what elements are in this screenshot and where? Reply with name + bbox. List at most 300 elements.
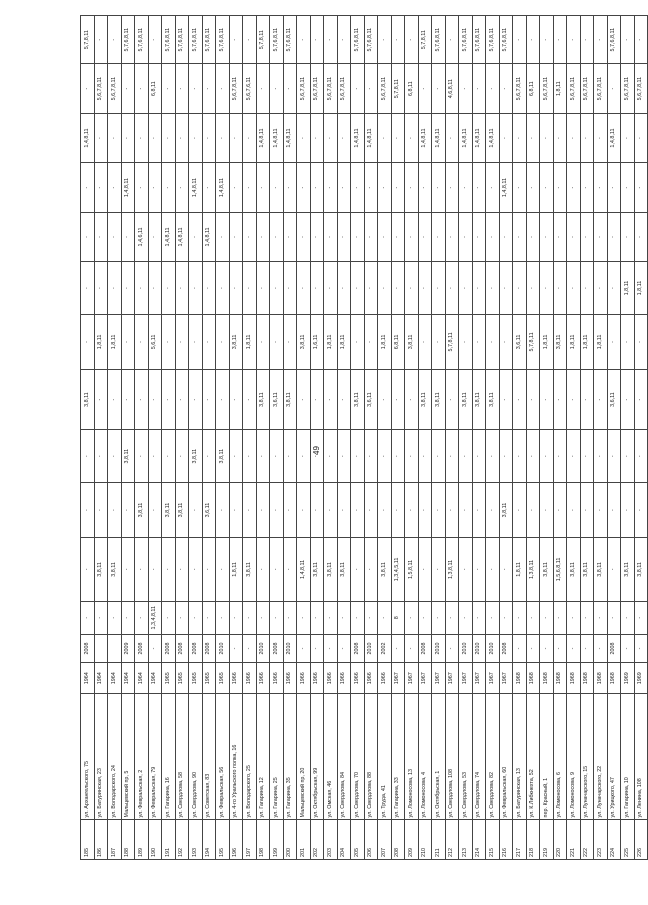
work-code-cell: - (472, 314, 486, 369)
work-code-cell: - (243, 601, 257, 634)
work-code-cell: 3,8,11 (499, 483, 513, 538)
work-code-cell: - (513, 483, 527, 538)
work-code-cell: - (270, 483, 284, 538)
work-code-cell: - (540, 163, 554, 212)
address-cell: ул. Свердлова, 70 (351, 694, 365, 820)
work-code-cell: - (607, 64, 621, 113)
row-number-cell: 220 (553, 820, 567, 860)
work-code-cell: - (459, 314, 473, 369)
repair-year-cell: - (297, 634, 311, 663)
work-code-cell: - (391, 16, 405, 64)
table-row (499, 16, 513, 860)
work-code-cell: - (94, 430, 108, 483)
repair-year-cell: - (513, 634, 527, 663)
row-number-cell: 188 (121, 820, 135, 860)
work-code-cell: - (243, 262, 257, 315)
work-code-cell: - (567, 369, 581, 429)
work-code-cell: - (351, 538, 365, 602)
repair-year-cell: 2002 (378, 634, 392, 663)
work-code-cell: - (108, 113, 122, 162)
work-code-cell: - (378, 212, 392, 261)
work-code-cell: - (202, 601, 216, 634)
table-row (364, 16, 378, 860)
work-code-cell: 3,8,11 (621, 538, 635, 602)
work-code-cell: - (202, 163, 216, 212)
work-code-cell: - (513, 16, 527, 64)
work-code-cell: 5,7,8,11 (418, 16, 432, 64)
work-code-cell: - (513, 369, 527, 429)
work-code-cell: - (580, 163, 594, 212)
work-code-cell: - (621, 430, 635, 483)
work-code-cell: - (526, 483, 540, 538)
work-code-cell: - (513, 262, 527, 315)
work-code-cell: - (499, 430, 513, 483)
work-code-cell: 5,6,7,8,11 (513, 64, 527, 113)
work-code-cell: 5,7,6,8,11 (459, 16, 473, 64)
work-code-cell: - (607, 538, 621, 602)
work-code-cell: - (553, 212, 567, 261)
work-code-cell: 5,6,7,8,11 (594, 64, 608, 113)
work-code-cell: - (621, 369, 635, 429)
work-code-cell: - (540, 483, 554, 538)
work-code-cell: 5,7,6,8,11 (499, 16, 513, 64)
work-code-cell: 1,8,11 (594, 314, 608, 369)
repair-year-cell: - (243, 634, 257, 663)
work-code-cell: - (580, 212, 594, 261)
work-code-cell: - (189, 538, 203, 602)
work-code-cell: - (175, 163, 189, 212)
work-code-cell: - (243, 113, 257, 162)
repair-year-cell: 2008 (418, 634, 432, 663)
work-code-cell: 1,4,8,11 (297, 538, 311, 602)
work-code-cell: - (486, 163, 500, 212)
row-number-cell: 221 (567, 820, 581, 860)
repair-year-cell: - (553, 634, 567, 663)
work-code-cell: - (607, 163, 621, 212)
work-code-cell: - (121, 64, 135, 113)
work-code-cell: - (229, 483, 243, 538)
work-code-cell: - (459, 601, 473, 634)
build-year-cell: 1968 (594, 663, 608, 694)
work-code-cell: - (526, 601, 540, 634)
work-code-cell: - (324, 16, 338, 64)
work-code-cell: 3,8,11 (337, 538, 351, 602)
work-code-cell: - (351, 601, 365, 634)
work-code-cell: - (445, 212, 459, 261)
work-code-cell: - (580, 601, 594, 634)
work-code-cell: - (135, 64, 149, 113)
work-code-cell: 1,4,8,11 (189, 163, 203, 212)
work-code-cell: - (121, 369, 135, 429)
work-code-cell: - (324, 369, 338, 429)
work-code-cell: 6,8,11 (526, 64, 540, 113)
work-code-cell: 5,6,7,8,11 (634, 64, 648, 113)
work-code-cell: - (378, 113, 392, 162)
work-code-cell: - (297, 262, 311, 315)
work-code-cell: - (391, 163, 405, 212)
work-code-cell: - (567, 262, 581, 315)
work-code-cell: - (256, 483, 270, 538)
work-code-cell: - (540, 262, 554, 315)
build-year-cell: 1967 (499, 663, 513, 694)
work-code-cell: - (391, 262, 405, 315)
table-row (472, 16, 486, 860)
work-code-cell: - (270, 262, 284, 315)
work-code-cell: - (229, 262, 243, 315)
work-code-cell: - (391, 212, 405, 261)
table-row (175, 16, 189, 860)
row-number-cell: 202 (310, 820, 324, 860)
address-cell: ул. Архангельского, 75 (81, 694, 95, 820)
work-code-cell: - (391, 483, 405, 538)
work-code-cell: - (486, 262, 500, 315)
build-year-cell: 1968 (567, 663, 581, 694)
work-code-cell: 5,6,7,8,11 (540, 64, 554, 113)
work-code-cell: 8 (391, 601, 405, 634)
work-code-cell: - (148, 16, 162, 64)
work-code-cell: 1,4,8,11 (459, 113, 473, 162)
work-code-cell: 1,4,8,11 (283, 113, 297, 162)
work-code-cell: 5,6,7,8,11 (337, 64, 351, 113)
work-code-cell: 3,8,11 (243, 538, 257, 602)
work-code-cell: - (634, 314, 648, 369)
row-number-cell: 215 (486, 820, 500, 860)
page-number: 49 (311, 446, 321, 455)
work-code-cell: - (135, 601, 149, 634)
work-code-cell: - (162, 314, 176, 369)
work-code-cell: 3,8,11 (94, 538, 108, 602)
work-code-cell: 3,8,11 (162, 483, 176, 538)
table-row (81, 16, 95, 860)
work-code-cell: 5,7,8,11 (526, 314, 540, 369)
repair-year-cell: - (567, 634, 581, 663)
work-code-cell: - (513, 430, 527, 483)
work-code-cell: - (364, 601, 378, 634)
work-code-cell: - (580, 113, 594, 162)
work-code-cell: 5,7,6,8,11 (216, 16, 230, 64)
work-code-cell: - (445, 16, 459, 64)
repair-year-cell: 2010 (216, 634, 230, 663)
work-code-cell: 3,8,11 (324, 538, 338, 602)
work-code-cell: - (526, 262, 540, 315)
work-code-cell: - (526, 430, 540, 483)
work-code-cell: - (216, 212, 230, 261)
address-cell: ул. Свердлова, 88 (364, 694, 378, 820)
work-code-cell: - (607, 212, 621, 261)
build-year-cell: 1964 (148, 663, 162, 694)
work-code-cell: - (553, 16, 567, 64)
work-code-cell: - (270, 538, 284, 602)
row-number-cell: 186 (94, 820, 108, 860)
work-code-cell: - (472, 262, 486, 315)
work-code-cell: - (499, 262, 513, 315)
build-year-cell: 1966 (229, 663, 243, 694)
work-code-cell: - (135, 538, 149, 602)
work-code-cell: - (634, 369, 648, 429)
work-code-cell: - (499, 113, 513, 162)
address-cell: ул. Омская, 46 (324, 694, 338, 820)
work-code-cell: 1,8,11 (540, 314, 554, 369)
work-code-cell: - (297, 430, 311, 483)
work-code-cell: 1,4,8,11 (121, 163, 135, 212)
build-year-cell: 1964 (108, 663, 122, 694)
work-code-cell: - (580, 262, 594, 315)
work-code-cell: - (243, 369, 257, 429)
address-cell: ул. Ломоносова, 9 (567, 694, 581, 820)
table-row (337, 16, 351, 860)
work-code-cell: 5,7,8,11 (256, 16, 270, 64)
row-number-cell: 197 (243, 820, 257, 860)
row-number-cell: 194 (202, 820, 216, 860)
work-code-cell: 6,8,11 (148, 64, 162, 113)
work-code-cell: 1,8,11 (108, 314, 122, 369)
work-code-cell: - (81, 212, 95, 261)
table-row (634, 16, 648, 860)
work-code-cell: - (459, 262, 473, 315)
address-cell: ул. Советская, 83 (202, 694, 216, 820)
work-code-cell: - (405, 601, 419, 634)
work-code-cell: - (432, 314, 446, 369)
work-code-cell: - (270, 64, 284, 113)
work-code-cell: 3,8,11 (378, 538, 392, 602)
work-code-cell: - (432, 262, 446, 315)
address-cell: ул. Октябрьская, 1 (432, 694, 446, 820)
work-code-cell: - (162, 538, 176, 602)
work-code-cell: - (337, 430, 351, 483)
row-number-cell: 208 (391, 820, 405, 860)
build-year-cell: 1969 (634, 663, 648, 694)
work-code-cell: - (378, 262, 392, 315)
table-row (418, 16, 432, 860)
work-code-cell: 1,8,11 (621, 262, 635, 315)
work-code-cell: 1,3,4,8,11 (148, 601, 162, 634)
work-code-cell: - (216, 314, 230, 369)
work-code-cell: - (94, 163, 108, 212)
build-year-cell: 1966 (243, 663, 257, 694)
work-code-cell: - (634, 483, 648, 538)
work-code-cell: 5,7,6,8,11 (472, 16, 486, 64)
work-code-cell: - (364, 64, 378, 113)
work-code-cell: 6,8,11 (391, 314, 405, 369)
work-code-cell: 1,4,8,11 (202, 212, 216, 261)
work-code-cell: 3,8,11 (418, 369, 432, 429)
table-row (580, 16, 594, 860)
address-cell: ул. 4-го Уральского полка, 16 (229, 694, 243, 820)
work-code-cell: - (351, 212, 365, 261)
work-code-cell: - (216, 483, 230, 538)
work-code-cell: - (364, 262, 378, 315)
repair-year-cell: 2008 (202, 634, 216, 663)
work-code-cell: - (148, 483, 162, 538)
repair-year-cell: - (405, 634, 419, 663)
work-code-cell: - (94, 601, 108, 634)
work-code-cell: - (445, 262, 459, 315)
work-code-cell: - (189, 212, 203, 261)
address-cell: ул. Урицкого, 47 (607, 694, 621, 820)
table-row (162, 16, 176, 860)
work-code-cell: - (432, 430, 446, 483)
work-code-cell: - (567, 113, 581, 162)
work-code-cell: - (391, 369, 405, 429)
work-code-cell: - (94, 262, 108, 315)
table-row (94, 16, 108, 860)
work-code-cell: - (310, 483, 324, 538)
work-code-cell: - (621, 601, 635, 634)
work-code-cell: - (351, 483, 365, 538)
repair-year-cell: - (391, 634, 405, 663)
work-code-cell: - (81, 601, 95, 634)
repair-year-cell: 2010 (486, 634, 500, 663)
address-cell: ул. Свердлова, 58 (175, 694, 189, 820)
work-code-cell: 1,4,8,11 (216, 163, 230, 212)
work-code-cell: - (526, 163, 540, 212)
work-code-cell: 3,8,11 (432, 369, 446, 429)
work-code-cell: - (621, 163, 635, 212)
work-code-cell: - (486, 430, 500, 483)
work-code-cell: 5,7,6,8,11 (607, 16, 621, 64)
work-code-cell: 1,6,11 (310, 314, 324, 369)
build-year-cell: 1967 (445, 663, 459, 694)
work-code-cell: - (378, 369, 392, 429)
work-code-cell: 1,4,8,11 (607, 113, 621, 162)
repair-year-cell: - (634, 634, 648, 663)
work-code-cell: 3,8,11 (580, 538, 594, 602)
address-cell: ул. Октябрьская, 99 (310, 694, 324, 820)
work-code-cell: - (175, 64, 189, 113)
work-code-cell: 1,4,8,11 (270, 113, 284, 162)
work-code-cell: - (540, 16, 554, 64)
work-code-cell: - (121, 601, 135, 634)
work-code-cell: - (553, 430, 567, 483)
work-code-cell: 3,8,11 (135, 483, 149, 538)
work-code-cell: - (162, 262, 176, 315)
work-code-cell: - (324, 113, 338, 162)
work-code-cell: - (364, 538, 378, 602)
address-cell: ул. Володарского, 24 (108, 694, 122, 820)
repair-year-cell: 2008 (189, 634, 203, 663)
work-code-cell: - (337, 212, 351, 261)
build-year-cell: 1964 (81, 663, 95, 694)
repair-year-cell: - (526, 634, 540, 663)
work-code-cell: - (432, 601, 446, 634)
work-code-cell: 3,8,11 (459, 369, 473, 429)
address-cell: ул. Луначарского, 15 (580, 694, 594, 820)
work-code-cell: - (580, 16, 594, 64)
work-code-cell: - (243, 430, 257, 483)
table-row (121, 16, 135, 860)
work-code-cell: - (162, 430, 176, 483)
work-code-cell: - (594, 163, 608, 212)
work-code-cell: - (162, 369, 176, 429)
work-code-cell: - (216, 64, 230, 113)
work-code-cell: - (283, 64, 297, 113)
row-number-cell: 210 (418, 820, 432, 860)
table-row (324, 16, 338, 860)
work-code-cell: 3,8,11 (283, 369, 297, 429)
work-code-cell: - (81, 430, 95, 483)
work-code-cell: 1,5,8,11 (405, 538, 419, 602)
work-code-cell: - (567, 16, 581, 64)
address-cell: ул. Гагарина, 35 (283, 694, 297, 820)
row-number-cell: 214 (472, 820, 486, 860)
work-code-cell: 5,7,6,8,11 (486, 16, 500, 64)
work-code-cell: - (351, 64, 365, 113)
work-code-cell: - (580, 483, 594, 538)
work-code-cell: - (310, 16, 324, 64)
work-code-cell: 5,6,7,8,11 (567, 64, 581, 113)
build-year-cell: 1968 (513, 663, 527, 694)
work-code-cell: - (337, 483, 351, 538)
row-number-cell: 195 (216, 820, 230, 860)
work-code-cell: 3,8,11 (486, 369, 500, 429)
work-code-cell: - (486, 483, 500, 538)
work-code-cell: 3,8,11 (553, 314, 567, 369)
work-code-cell: 3,8,11 (472, 369, 486, 429)
work-code-cell: - (351, 314, 365, 369)
work-code-cell: - (499, 314, 513, 369)
work-code-cell: - (418, 212, 432, 261)
table-row (270, 16, 284, 860)
work-code-cell: - (324, 483, 338, 538)
work-code-cell: - (229, 163, 243, 212)
table-row (567, 16, 581, 860)
work-code-cell: - (202, 538, 216, 602)
work-code-cell: - (229, 430, 243, 483)
work-code-cell: - (283, 430, 297, 483)
row-number-cell: 219 (540, 820, 554, 860)
work-code-cell: - (445, 601, 459, 634)
work-code-cell: - (81, 64, 95, 113)
row-number-cell: 198 (256, 820, 270, 860)
work-code-cell: 1,3,4,5,11 (391, 538, 405, 602)
work-code-cell: 1,4,8,11 (472, 113, 486, 162)
work-code-cell: - (94, 369, 108, 429)
work-code-cell: - (337, 262, 351, 315)
work-code-cell: - (364, 212, 378, 261)
work-code-cell: - (283, 314, 297, 369)
table-row (405, 16, 419, 860)
work-code-cell: - (162, 163, 176, 212)
work-code-cell: - (283, 163, 297, 212)
repair-year-cell: 2010 (283, 634, 297, 663)
work-code-cell: - (283, 212, 297, 261)
work-code-cell: - (499, 64, 513, 113)
build-year-cell: 1967 (459, 663, 473, 694)
work-code-cell: - (324, 601, 338, 634)
work-code-cell: - (256, 601, 270, 634)
build-year-cell: 1965 (216, 663, 230, 694)
address-cell: пер. Красный, 1 (540, 694, 554, 820)
work-code-cell: - (135, 262, 149, 315)
address-cell: ул. Гагарина, 10 (621, 694, 635, 820)
work-code-cell: - (297, 601, 311, 634)
work-code-cell: - (445, 113, 459, 162)
repair-year-cell: 2010 (256, 634, 270, 663)
work-code-cell: - (162, 64, 176, 113)
work-code-cell: - (135, 163, 149, 212)
work-code-cell: - (337, 163, 351, 212)
work-code-cell: 5,7,8,11 (81, 16, 95, 64)
work-code-cell: - (121, 483, 135, 538)
work-code-cell: - (256, 262, 270, 315)
work-code-cell: - (445, 483, 459, 538)
work-code-cell: 1,3,8,11 (445, 538, 459, 602)
work-code-cell: 5,7,6,8,11 (202, 16, 216, 64)
work-code-cell: 3,8,11 (540, 538, 554, 602)
work-code-cell: - (499, 601, 513, 634)
table-row (459, 16, 473, 860)
work-code-cell: - (364, 430, 378, 483)
